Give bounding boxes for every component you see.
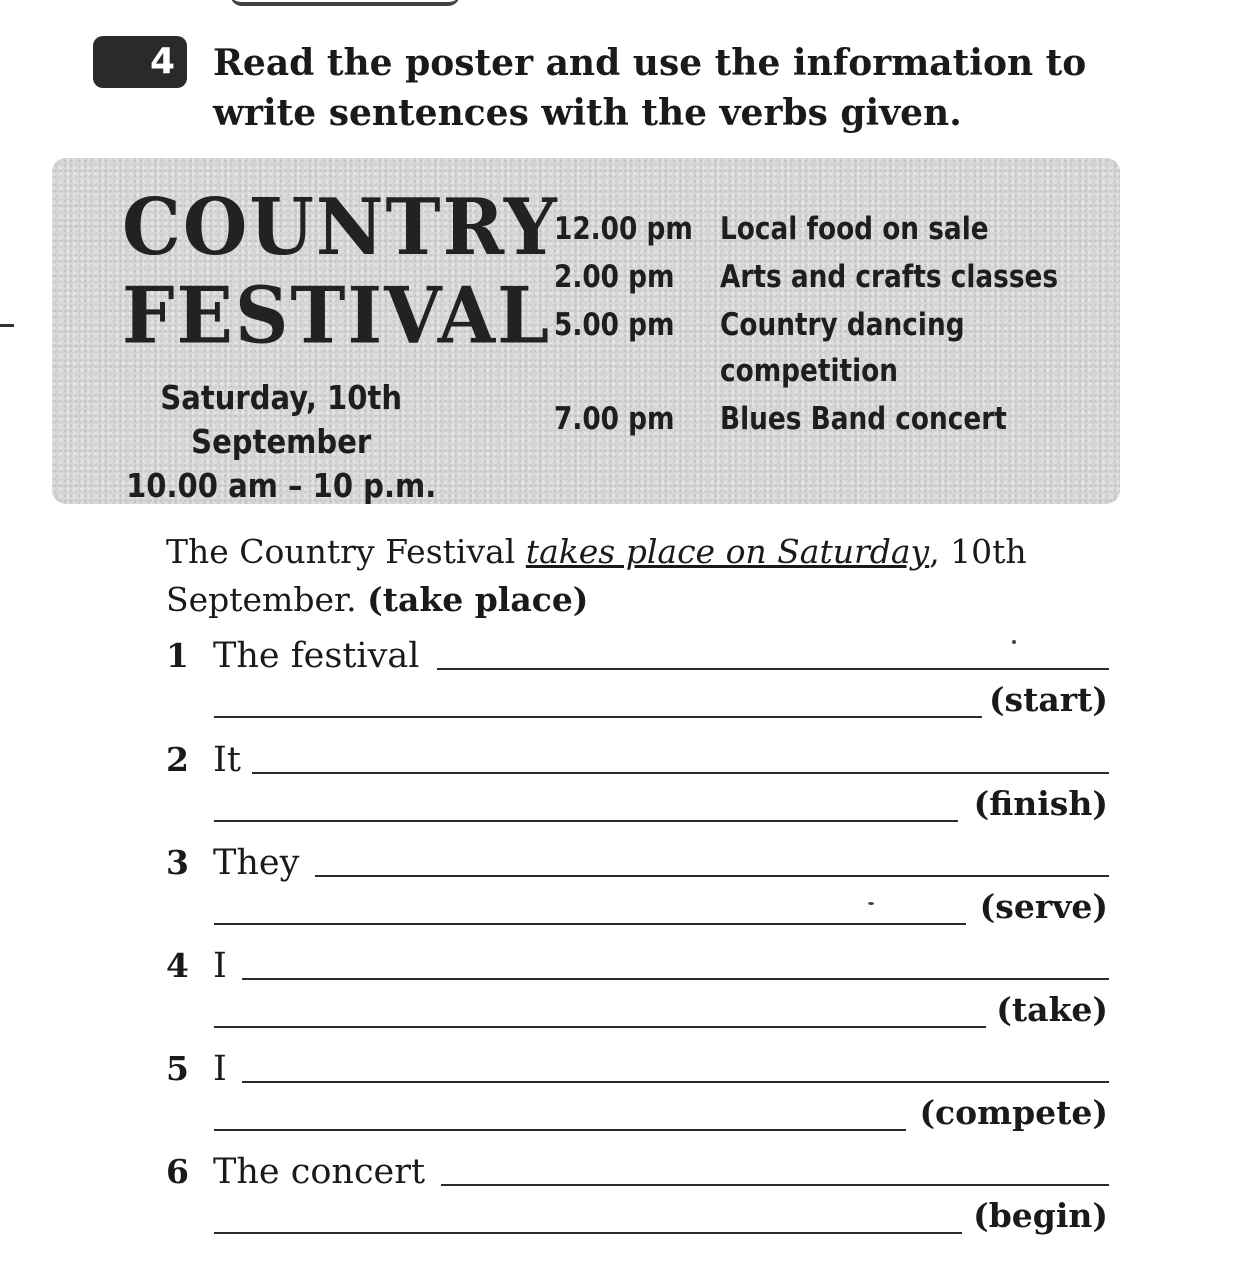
exercise-number-badge [93, 36, 187, 88]
answer-line-1[interactable] [242, 978, 1109, 980]
example-sentence [166, 528, 1096, 624]
item-prompt: It [213, 740, 241, 780]
item-prompt: The concert [213, 1152, 426, 1192]
schedule-event: Country dancing [720, 307, 965, 343]
item-number: 5 [166, 1049, 189, 1088]
item-number: 3 [166, 843, 189, 882]
poster-title-line-1: COUNTRY [122, 182, 559, 274]
schedule-time: 2.00 pm [554, 259, 675, 295]
answer-line-2[interactable] [214, 1232, 962, 1234]
answer-line-2[interactable] [214, 716, 982, 718]
item-prompt: I [213, 1049, 227, 1089]
exercise-instruction [213, 38, 1113, 138]
schedule-time: 7.00 pm [554, 401, 675, 437]
poster-date-line-2: 10.00 am – 10 p.m. [126, 466, 437, 505]
item-prompt: They [213, 843, 300, 883]
answer-line-1[interactable] [242, 1081, 1109, 1083]
instruction-line-2: write sentences with the verbs given. [213, 92, 962, 134]
poster-title-line-2: FESTIVAL [122, 270, 552, 362]
scan-speck [868, 902, 874, 905]
festival-poster [52, 158, 1120, 504]
item-number: 4 [166, 946, 189, 985]
example-text-after: , 10th [929, 532, 1027, 571]
answer-line-2[interactable] [214, 923, 966, 925]
scan-speck [1012, 640, 1016, 644]
answer-line-1[interactable] [441, 1184, 1109, 1186]
instruction-line-1: Read the poster and use the information to [213, 42, 1087, 84]
poster-title [122, 182, 559, 362]
item-number: 1 [166, 636, 189, 675]
poster-date [92, 376, 470, 508]
schedule-time: 12.00 pm [554, 211, 693, 247]
schedule-event: Blues Band concert [720, 401, 1007, 437]
example-answer: takes place on Saturday [525, 532, 930, 571]
scan-artifact-top [230, 0, 460, 6]
answer-line-2[interactable] [214, 1026, 986, 1028]
answer-line-2[interactable] [214, 1129, 906, 1131]
item-verb: (finish) [973, 784, 1108, 823]
item-verb: (serve) [979, 887, 1108, 926]
item-prompt: I [213, 946, 227, 986]
schedule-event: Local food on sale [720, 211, 989, 247]
exercise-number: 4 [149, 41, 175, 82]
example-verb: (take place) [367, 580, 589, 619]
item-number: 6 [166, 1152, 189, 1191]
schedule-event: Arts and crafts classes [720, 259, 1059, 295]
example-text-before: The Country Festival [166, 532, 516, 571]
margin-mark [0, 324, 14, 327]
example-text-line-2: September. [166, 580, 357, 619]
item-verb: (start) [988, 680, 1108, 719]
item-prompt: The festival [213, 636, 420, 676]
answer-line-1[interactable] [252, 772, 1109, 774]
item-verb: (begin) [973, 1196, 1108, 1235]
answer-line-1[interactable] [315, 875, 1109, 877]
answer-line-1[interactable] [437, 668, 1109, 670]
schedule-time: 5.00 pm [554, 307, 675, 343]
poster-date-line-1: Saturday, 10th September [160, 378, 403, 461]
item-number: 2 [166, 740, 189, 779]
schedule-event: competition [720, 353, 899, 389]
item-verb: (compete) [919, 1093, 1108, 1132]
answer-line-2[interactable] [214, 820, 958, 822]
item-verb: (take) [996, 990, 1108, 1029]
